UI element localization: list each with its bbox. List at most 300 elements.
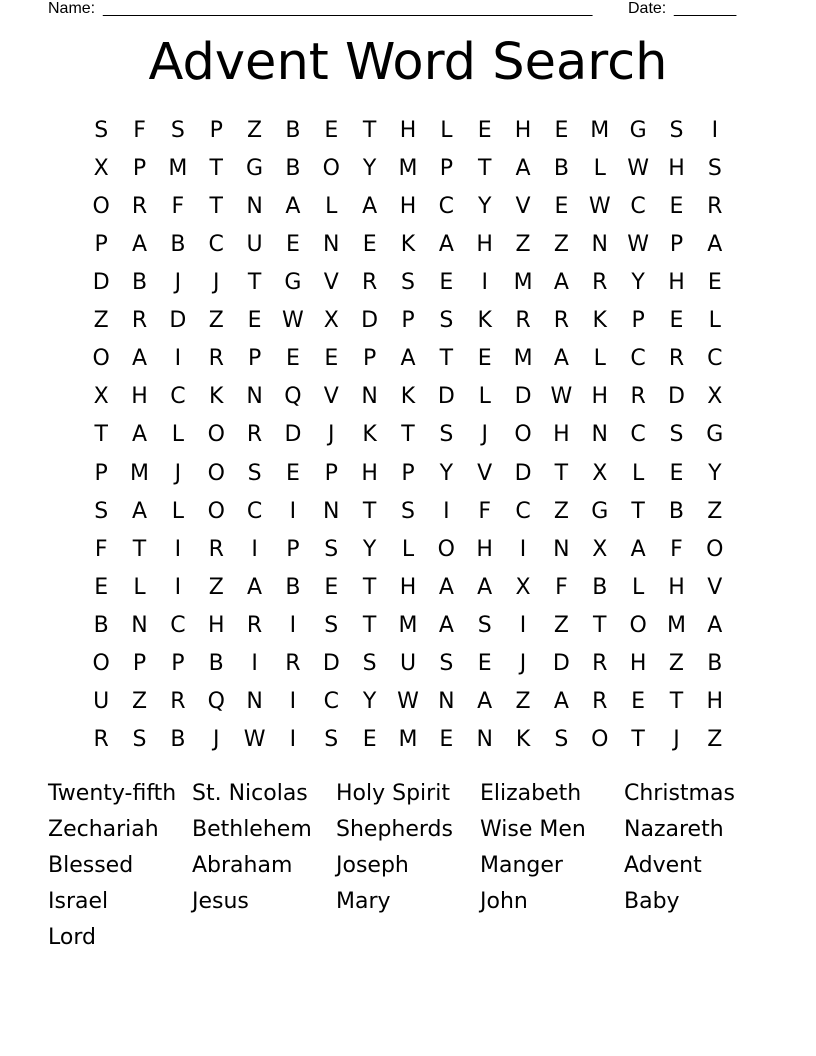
grid-letter: T [593,613,607,639]
grid-letter: L [171,498,184,524]
grid-letter: L [440,117,453,143]
grid-letter: Z [208,574,224,600]
grid-letter: O [92,193,110,219]
grid-letter: G [706,422,724,448]
grid-letter: O [629,613,647,639]
grid-letter: X [592,536,608,562]
grid-letter: M [130,460,150,486]
grid-letter: E [362,231,377,257]
grid-letter: L [401,536,415,562]
grid-letter: I [174,346,182,372]
grid-letter: N [131,613,148,639]
grid-letter: B [707,651,723,677]
grid-letter: H [476,231,493,257]
grid-letter: N [438,689,455,715]
grid-letter: G [629,117,647,143]
grid-letter: D [169,308,187,334]
grid-letter: B [285,117,301,143]
grid-letter: T [477,155,492,181]
grid-letter: A [630,536,646,562]
grid-letter: A [438,613,454,639]
grid-letter: W [243,727,266,753]
grid-letter: F [94,536,108,562]
grid-letter: O [207,422,225,448]
grid-letter: C [515,498,531,524]
grid-letter: M [513,346,533,372]
grid-letter: S [401,270,415,296]
grid-letter: J [174,270,182,296]
grid-letter: Z [668,651,684,677]
grid-letter: Z [93,308,109,334]
grid-letter: S [554,727,569,753]
grid-letter: A [247,574,263,600]
grid-letter: E [94,574,109,600]
grid-letter: D [514,384,532,410]
grid-letter: R [553,308,570,334]
grid-letter: H [629,651,647,677]
grid-letter: L [325,193,338,219]
word-list-item: Baby [624,889,680,914]
grid-letter: Z [131,689,148,715]
grid-letter: H [207,613,225,639]
grid-letter: C [630,193,646,219]
grid-letter: O [706,536,724,562]
grid-letter: J [519,651,527,677]
grid-letter: P [439,155,453,181]
grid-letter: W [282,308,304,334]
grid-letter: A [477,574,493,600]
grid-letter: U [246,231,263,257]
grid-letter: J [212,270,220,296]
grid-letter: B [285,155,301,181]
grid-letter: P [132,155,147,181]
grid-letter: S [170,117,185,143]
grid-letter: S [324,613,339,639]
grid-letter: T [439,346,454,372]
grid-letter: J [481,422,488,448]
grid-letter: D [92,270,110,296]
grid-letter: P [669,231,684,257]
word-list-item: Mary [336,889,391,914]
grid-letter: C [707,346,723,372]
grid-letter: H [668,574,685,600]
grid-letter: P [401,460,415,486]
grid-letter: O [322,155,340,181]
grid-letter: A [131,346,148,372]
grid-letter: E [669,193,684,219]
grid-letter: M [590,117,610,143]
grid-letter: Y [439,460,454,486]
word-list-item: Nazareth [624,817,724,842]
grid-letter: T [362,613,377,639]
grid-letter: T [94,422,108,448]
grid-letter: O [591,727,609,753]
grid-letter: T [132,536,147,562]
grid-letter: I [251,536,258,562]
grid-letter: S [439,308,454,334]
grid-letter: P [94,460,108,486]
grid-letter: K [592,308,607,334]
grid-letter: S [324,536,339,562]
grid-letter: U [93,689,110,715]
grid-letter: H [476,536,493,562]
grid-letter: N [323,498,340,524]
grid-letter: S [362,651,377,677]
grid-letter: P [247,346,262,372]
grid-letter: E [247,308,262,334]
grid-letter: S [439,651,454,677]
grid-letter: J [212,727,220,753]
grid-letter: Z [707,727,723,753]
grid-letter: S [94,117,109,143]
grid-letter: H [668,155,685,181]
word-list-item: St. Nicolas [192,781,308,806]
grid-letter: K [209,384,224,410]
grid-letter: S [247,460,262,486]
grid-letter: B [131,270,148,296]
grid-letter: T [362,117,377,143]
grid-letter: Y [362,689,377,715]
grid-letter: Z [515,231,531,257]
grid-letter: N [476,727,493,753]
grid-letter: A [515,155,531,181]
grid-letter: E [362,727,377,753]
grid-letter: A [362,193,378,219]
grid-letter: P [94,231,108,257]
grid-letter: I [251,651,258,677]
grid-letter: I [289,727,297,753]
grid-letter: A [131,498,148,524]
grid-letter: S [439,422,454,448]
grid-letter: W [627,231,649,257]
grid-letter: P [209,117,223,143]
grid-letter: R [93,727,109,753]
grid-letter: M [168,155,188,181]
grid-letter: B [93,613,109,639]
grid-letter: N [553,536,570,562]
grid-letter: L [478,384,491,410]
grid-letter: N [591,422,608,448]
grid-letter: T [362,574,377,600]
grid-letter: X [515,574,531,600]
grid-letter: P [286,536,300,562]
grid-letter: C [208,231,224,257]
grid-letter: B [592,574,608,600]
word-list [48,776,768,956]
word-list-item: Jesus [192,889,249,914]
grid-letter: B [170,727,186,753]
grid-letter: G [591,498,609,524]
grid-letter: D [667,384,685,410]
grid-letter: O [207,498,225,524]
grid-letter: E [324,574,339,600]
grid-letter: Y [708,460,722,486]
grid-letter: L [593,346,606,372]
word-list-item: Manger [480,853,563,878]
grid-letter: P [171,651,185,677]
grid-letter: B [553,155,569,181]
grid-letter: E [439,727,454,753]
grid-letter: N [591,231,608,257]
grid-letter: E [707,270,722,296]
grid-letter: C [170,384,186,410]
grid-letter: S [94,498,109,524]
grid-letter: T [631,727,645,753]
grid-letter: R [515,308,531,334]
grid-letter: E [477,346,492,372]
page-title: Advent Word Search [148,33,668,92]
grid-letter: Z [515,689,531,715]
grid-letter: H [361,460,378,486]
grid-letter: O [207,460,225,486]
grid-letter: X [707,384,723,410]
grid-letter: U [399,651,417,677]
grid-letter: D [514,460,532,486]
word-list-item: Joseph [336,853,409,878]
grid-letter: D [284,422,302,448]
grid-letter: F [478,498,492,524]
grid-letter: A [553,270,569,296]
grid-letter: C [323,689,339,715]
word-list-item: Bethlehem [192,817,312,842]
word-list-item: Zechariah [48,817,159,842]
grid-letter: I [174,536,182,562]
grid-letter: T [669,689,684,715]
grid-letter: H [706,689,724,715]
grid-letter: A [707,231,723,257]
grid-letter: E [669,460,684,486]
grid-letter: R [668,346,685,372]
grid-letter: P [324,460,338,486]
grid-letter: S [477,613,492,639]
grid-letter: O [92,651,110,677]
grid-letter: S [401,498,415,524]
grid-letter: F [171,193,185,219]
grid-letter: C [170,613,186,639]
letter-grid [82,111,734,759]
grid-letter: E [285,460,300,486]
grid-letter: R [707,193,723,219]
grid-letter: A [553,346,569,372]
grid-letter: L [593,155,606,181]
grid-letter: L [631,574,645,600]
grid-letter: S [324,727,339,753]
grid-letter: M [398,613,418,639]
grid-letter: T [247,270,262,296]
grid-letter: K [400,384,416,410]
grid-letter: Z [553,613,569,639]
grid-letter: K [477,308,492,334]
grid-letter: I [289,689,297,715]
grid-letter: E [554,117,569,143]
grid-letter: R [592,689,608,715]
header-fields [48,0,748,20]
grid-letter: G [246,155,264,181]
grid-letter: A [707,613,723,639]
word-list-item: Shepherds [336,817,453,842]
grid-letter: R [592,270,608,296]
grid-letter: Z [553,231,569,257]
grid-letter: L [708,308,721,334]
grid-letter: Z [208,308,224,334]
grid-letter: R [170,689,186,715]
grid-letter: V [323,270,339,296]
grid-letter: H [591,384,609,410]
grid-letter: A [131,231,148,257]
grid-letter: X [592,460,608,486]
grid-letter: H [399,117,417,143]
grid-letter: W [397,689,419,715]
grid-letter: C [246,498,263,524]
grid-letter: W [588,193,611,219]
grid-letter: B [170,231,186,257]
grid-letter: A [400,346,416,372]
grid-letter: M [398,727,418,753]
grid-letter: G [284,270,302,296]
grid-letter: I [289,613,297,639]
grid-letter: Q [207,689,225,715]
grid-letter: H [514,117,532,143]
date-blank-line: _______ [674,0,737,17]
grid-letter: H [399,574,417,600]
grid-letter: S [669,422,684,448]
grid-letter: E [477,117,492,143]
grid-letter: R [208,346,224,372]
grid-letter: O [437,536,455,562]
grid-letter: E [439,270,454,296]
grid-letter: Z [553,498,569,524]
grid-letter: S [707,155,722,181]
grid-letter: D [437,384,455,410]
word-list-item: Wise Men [480,817,586,842]
grid-letter: X [93,384,109,410]
grid-letter: H [553,422,570,448]
grid-letter: V [707,574,723,600]
grid-letter: E [285,231,300,257]
grid-letter: Z [707,498,723,524]
grid-letter: P [132,651,147,677]
grid-letter: R [208,536,224,562]
grid-letter: D [322,651,340,677]
word-list-item: Blessed [48,853,134,878]
grid-letter: W [550,384,573,410]
grid-letter: A [285,193,301,219]
grid-letter: X [93,155,109,181]
grid-letter: D [552,651,570,677]
grid-letter: I [519,536,527,562]
grid-letter: R [131,308,148,334]
grid-letter: H [399,193,417,219]
word-list-item: Israel [48,889,109,914]
grid-letter: M [513,270,533,296]
grid-letter: V [323,384,339,410]
grid-letter: R [285,651,301,677]
grid-letter: X [323,308,339,334]
grid-letter: V [515,193,531,219]
grid-letter: S [132,727,147,753]
grid-letter: B [208,651,224,677]
grid-letter: A [477,689,493,715]
grid-letter: T [209,155,223,181]
name-blank-line: _______________________________________________________ [103,0,593,17]
word-list-item: Advent [624,853,702,878]
grid-letter: L [631,460,645,486]
word-list-item: Elizabeth [480,781,582,806]
grid-letter: H [668,270,685,296]
grid-letter: Y [631,270,645,296]
grid-letter: R [131,193,148,219]
grid-letter: B [285,574,301,600]
grid-letter: O [92,346,110,372]
grid-letter: P [631,308,645,334]
grid-letter: R [246,422,263,448]
grid-letter: C [630,422,646,448]
grid-letter: N [246,384,263,410]
grid-letter: L [171,422,184,448]
grid-letter: E [324,346,339,372]
date-label: Date: [628,0,667,17]
grid-letter: B [668,498,684,524]
grid-letter: J [174,460,182,486]
grid-letter: D [361,308,379,334]
grid-letter: J [328,422,335,448]
grid-letter: W [627,155,649,181]
grid-letter: I [481,270,488,296]
grid-letter: C [630,346,646,372]
grid-letter: Y [477,193,492,219]
grid-letter: J [673,727,680,753]
grid-letter: I [519,613,527,639]
grid-letter: I [711,117,719,143]
grid-letter: L [133,574,146,600]
grid-letter: R [630,384,646,410]
grid-letter: T [401,422,415,448]
word-list-item: Christmas [624,781,735,806]
grid-letter: Y [362,155,377,181]
grid-letter: C [438,193,455,219]
grid-letter: E [285,346,300,372]
grid-letter: H [131,384,148,410]
grid-letter: N [246,689,263,715]
grid-letter: T [631,498,645,524]
grid-letter: E [477,651,492,677]
grid-letter: F [670,536,683,562]
grid-letter: E [324,117,339,143]
grid-letter: N [361,384,378,410]
grid-letter: Z [247,117,263,143]
grid-letter: A [438,231,454,257]
grid-letter: R [246,613,263,639]
grid-letter: E [554,193,569,219]
grid-letter: F [555,574,568,600]
grid-letter: A [131,422,148,448]
grid-letter: V [477,460,493,486]
grid-letter: R [361,270,378,296]
word-list-item: Abraham [192,853,293,878]
grid-letter: P [363,346,377,372]
grid-letter: M [398,155,418,181]
grid-letter: T [554,460,569,486]
grid-letter: K [362,422,377,448]
grid-letter: N [323,231,340,257]
word-list-item: John [480,889,528,914]
grid-letter: K [400,231,416,257]
grid-letter: A [438,574,454,600]
grid-letter: P [401,308,415,334]
grid-letter: M [666,613,686,639]
word-list-item: Holy Spirit [336,781,450,806]
grid-letter: I [289,498,297,524]
